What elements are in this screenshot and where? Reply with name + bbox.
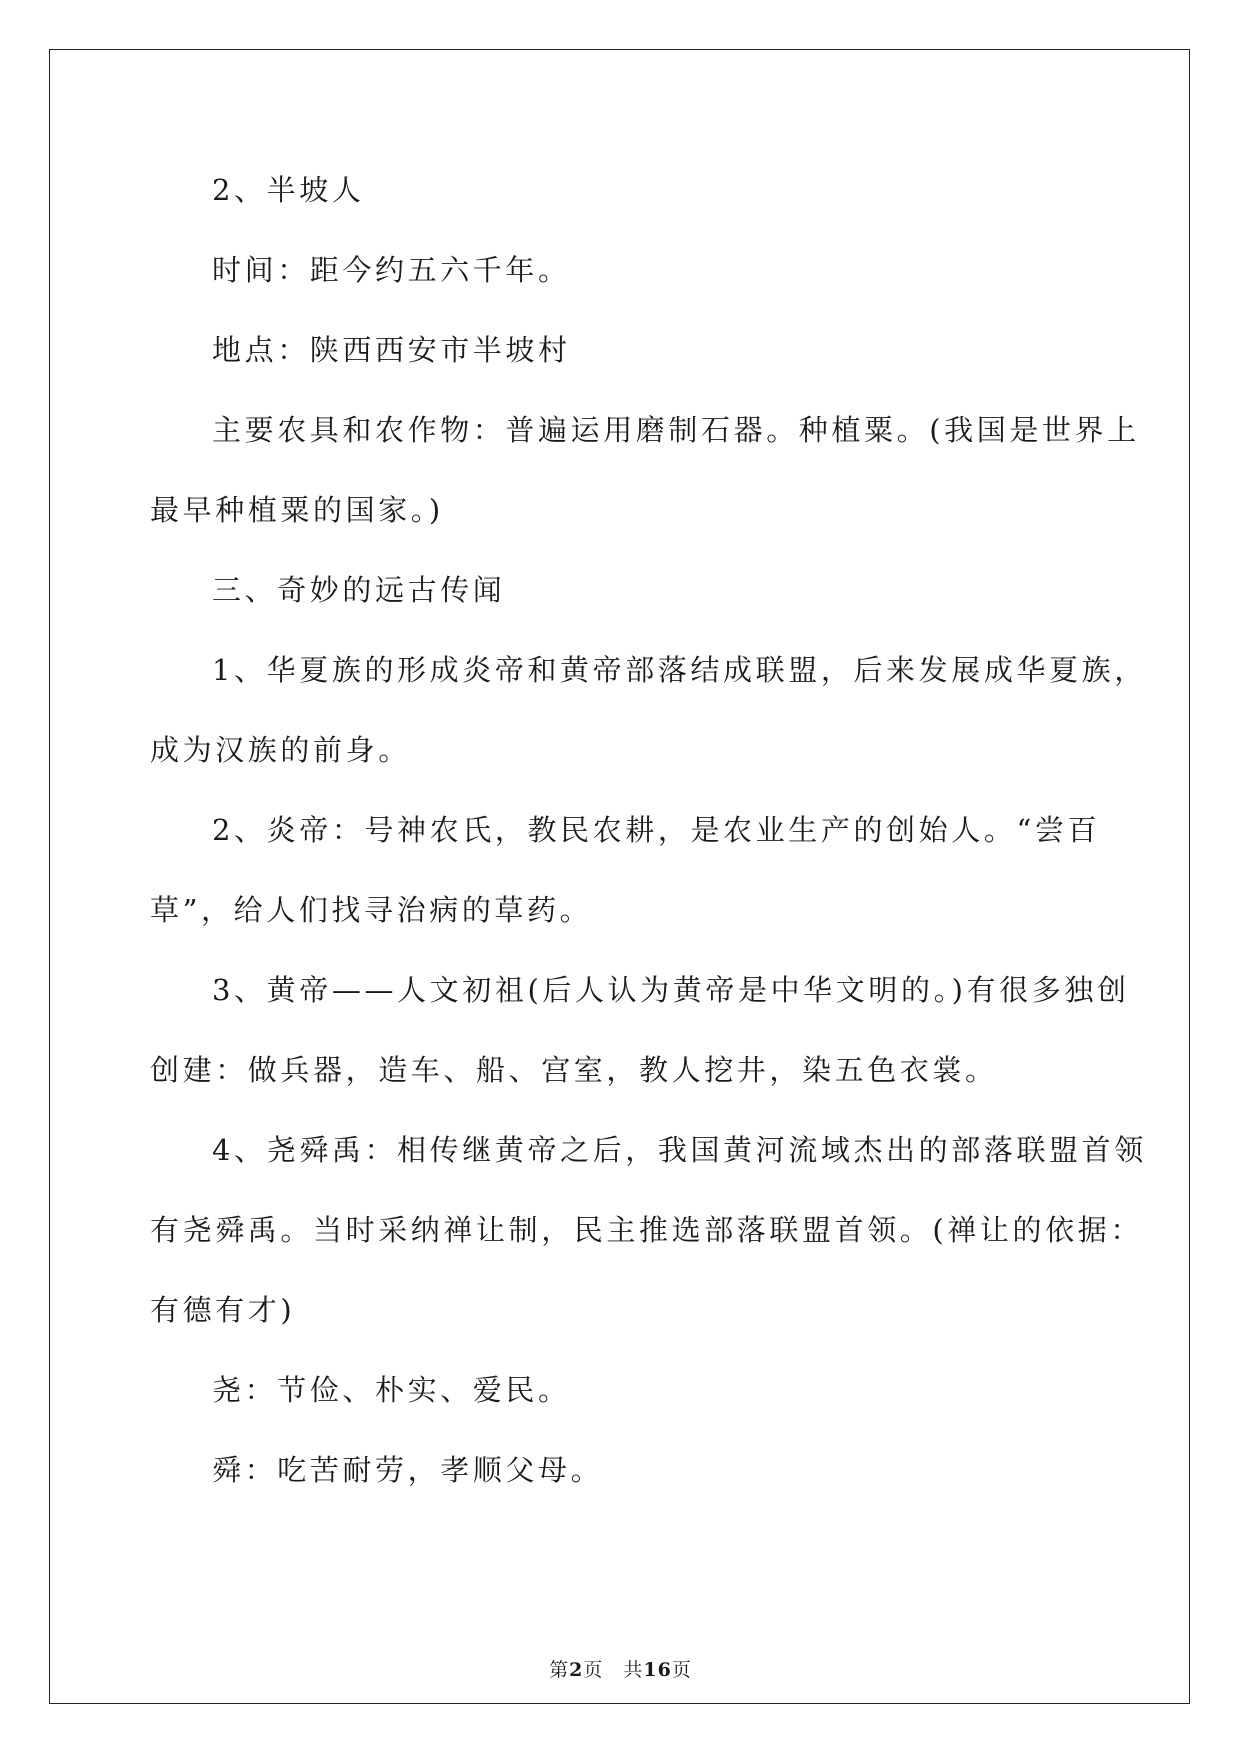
text-line-huaxia-cont: 成为汉族的前身。: [150, 733, 411, 767]
total-suffix: 页: [671, 1659, 692, 1681]
text-line-yandi: 2、炎帝：号神农氏，教民农耕，是农业生产的创始人。“尝百: [212, 813, 1101, 847]
section-heading-banpo: 2、半坡人: [212, 173, 365, 207]
total-pages: 16: [643, 1659, 672, 1681]
text-line-yao: 尧：节俭、朴实、爱民。: [212, 1373, 571, 1407]
page-prefix: 第: [549, 1659, 570, 1681]
text-line-huangdi-cont: 创建：做兵器，造车、船、宫室，教人挖井，染五色衣裳。: [150, 1053, 998, 1087]
text-line-yaoshunyu-cont2: 有德有才): [150, 1293, 296, 1327]
text-line-tools-cont: 最早种植粟的国家。): [150, 493, 444, 527]
section-heading-legends: 三、奇妙的远古传闻: [212, 573, 506, 607]
total-prefix: 共: [623, 1659, 644, 1681]
text-line-yaoshunyu-cont: 有尧舜禹。当时采纳禅让制，民主推选部落联盟首领。(禅让的依据：: [150, 1213, 1143, 1247]
text-line-time: 时间：距今约五六千年。: [212, 253, 571, 287]
text-line-huaxia: 1、华夏族的形成炎帝和黄帝部落结成联盟，后来发展成华夏族，: [212, 653, 1147, 687]
text-line-yandi-cont: 草”，给人们找寻治病的草药。: [150, 893, 593, 927]
page-number: 2: [569, 1659, 584, 1681]
text-line-yaoshunyu: 4、尧舜禹：相传继黄帝之后，我国黄河流域杰出的部落联盟首领: [212, 1133, 1147, 1167]
page-footer: [0, 1655, 1241, 1682]
text-line-location: 地点：陕西西安市半坡村: [212, 333, 571, 367]
text-line-shun: 舜：吃苦耐劳，孝顺父母。: [212, 1453, 604, 1487]
text-line-tools: 主要农具和农作物：普遍运用磨制石器。种植粟。(我国是世界上: [212, 413, 1140, 447]
text-line-huangdi: 3、黄帝——人文初祖(后人认为黄帝是中华文明的。)有很多独创: [212, 973, 1130, 1007]
page-suffix: 页: [583, 1659, 604, 1681]
